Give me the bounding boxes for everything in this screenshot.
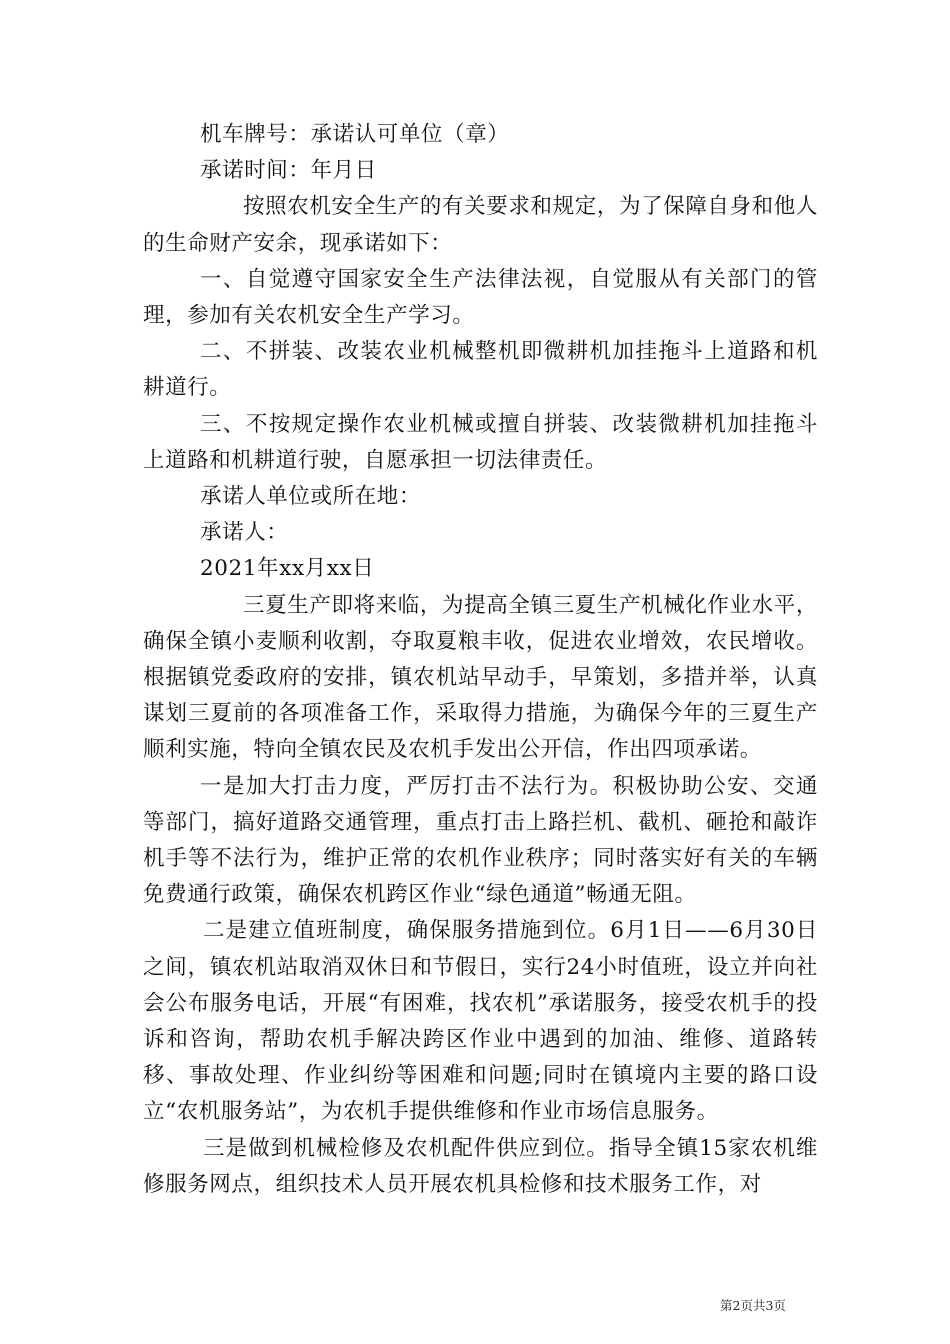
sanxia-intro-paragraph: 三夏生产即将来临，为提高全镇三夏生产机械化作业水平，确保全镇小麦顺利收割，夺取夏粮丰收，促进农业增效，农民增收。根据镇党委政府的安排，镇农机站早动手，早策划，多措并举，认真谋划三夏前的各项准备工作，采取得力措施，为确保今年的三夏生产顺利实施，特向全镇农民及农机手发出公开信，作出四项承诺。 xyxy=(143,592,818,763)
pledger-unit-line: 承诺人单位或所在地： xyxy=(200,484,422,510)
document-body xyxy=(143,117,818,1203)
pledger-line: 承诺人： xyxy=(200,520,289,546)
commitment-1-paragraph: 一是加大打击力度，严厉打击不法行为。积极协助公安、交通等部门，搞好道路交通管理，重点打击上路拦机、截机、砸抢和敲诈机手等不法行为，维护正常的农机作业秩序；同时落实好有关的车辆免费通行政策，确保农机跨区作业“绿色通道”畅通无阻。 xyxy=(143,773,818,908)
plate-number-line: 机车牌号：承诺认可单位（章） xyxy=(200,122,510,147)
pledge-item-1: 一、自觉遵守国家安全生产法律法视，自觉服从有关部门的管理，参加有关农机安全生产学习。 xyxy=(143,266,818,329)
commitment-3-paragraph: 三是做到机械检修及农机配件供应到位。指导全镇15家农机维修服务网点，组织技术人员开展农机具检修和技术服务工作，对 xyxy=(143,1135,818,1197)
pledge-time-line: 承诺时间：年月日 xyxy=(200,158,377,184)
pledge-item-2: 二、不拼装、改装农业机械整机即微耕机加挂拖斗上道路和机耕道行。 xyxy=(143,339,818,401)
pledge-item-3: 三、不按规定操作农业机械或擅自拼装、改装微耕机加挂拖斗上道路和机耕道行驶，自愿承担一切法律责任。 xyxy=(143,411,818,473)
commitment-2-paragraph: 二是建立值班制度，确保服务措施到位。6月1日——6月30日之间，镇农机站取消双休日和节假日，实行24小时值班，设立并向社会公布服务电话，开展“有困难，找农机”承诺服务，接受农机手的投诉和咨询，帮助农机手解决跨区作业中遇到的加油、维修、道路转移、事故处理、作业纠纷等困难和问题;同时在镇境内主要的路口设立“农机服务站”，为农机手提供维修和作业市场信息服务。 xyxy=(143,918,818,1125)
pledge-intro-paragraph: 按照农机安全生产的有关要求和规定，为了保障自身和他人的生命财产安余，现承诺如下： xyxy=(143,194,818,256)
page-number: 第2页共3页 xyxy=(720,1298,786,1313)
date-line: 2021年xx月xx日 xyxy=(200,556,375,582)
